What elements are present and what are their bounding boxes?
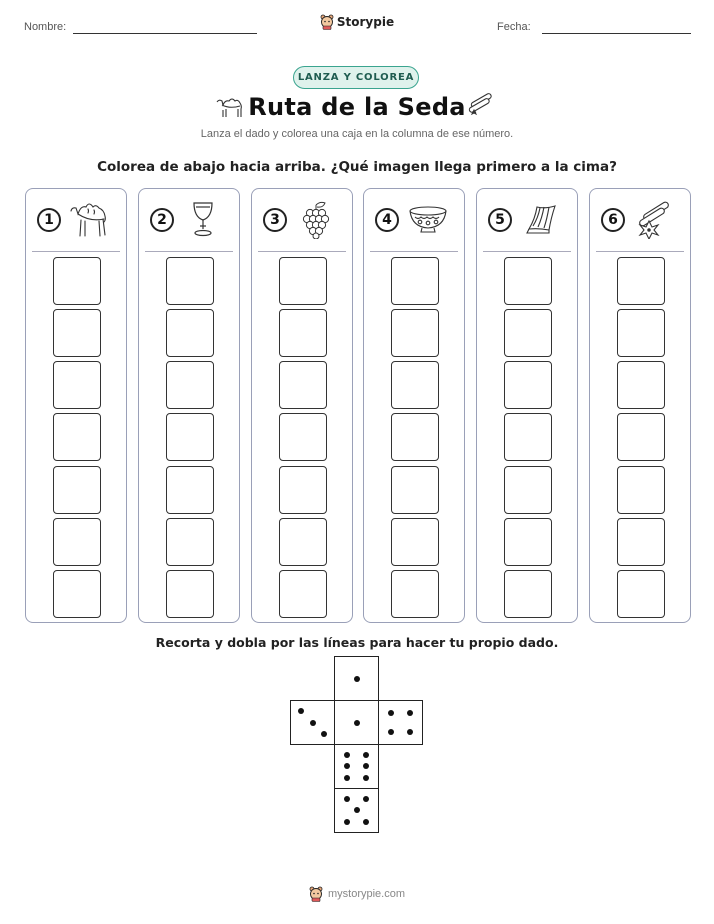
pip [344,796,350,802]
dice-face-3 [290,700,335,745]
column-5 [476,188,578,623]
color-box[interactable] [53,518,101,566]
pip [344,763,350,769]
pip [363,796,369,802]
color-box[interactable] [617,309,665,357]
pip [298,708,304,714]
pip [363,763,369,769]
color-box[interactable] [53,570,101,618]
color-box[interactable] [391,361,439,409]
color-box[interactable] [617,361,665,409]
pip [310,720,316,726]
pip [363,775,369,781]
pip [344,752,350,758]
activity-badge: LANZA Y COLOREA [293,66,419,89]
column-divider [370,251,458,252]
color-box[interactable] [279,570,327,618]
pip [407,729,413,735]
color-box[interactable] [504,466,552,514]
dice-face-4 [378,700,423,745]
color-box[interactable] [279,466,327,514]
column-1 [25,188,127,623]
dice-instruction: Recorta y dobla por las líneas para hacer tu propio dado. [155,635,559,650]
silk-cloth-icon [519,199,563,239]
column-number: 2 [150,208,174,232]
color-box[interactable] [617,570,665,618]
pip [321,731,327,737]
color-box[interactable] [391,413,439,461]
goblet-icon [181,199,225,239]
camel-icon [68,199,112,239]
color-box[interactable] [391,309,439,357]
color-box[interactable] [166,309,214,357]
color-box[interactable] [391,257,439,305]
pip [354,720,360,726]
porcelain-bowl-icon [406,199,450,239]
pip [388,710,394,716]
color-box[interactable] [166,413,214,461]
pip [407,710,413,716]
date-label: Fecha: [497,21,531,33]
cinnamon-star-anise-icon [632,199,676,239]
column-number: 6 [601,208,625,232]
storypie-mascot-icon [309,886,323,902]
color-box[interactable] [617,466,665,514]
dice-face-1b [334,700,379,745]
footer-url[interactable]: mystorypie.com [327,888,406,900]
color-box[interactable] [391,466,439,514]
color-box[interactable] [166,518,214,566]
column-number: 4 [375,208,399,232]
column-6 [589,188,691,623]
grapes-icon [294,199,338,239]
color-box[interactable] [279,361,327,409]
color-box[interactable] [279,413,327,461]
name-line[interactable] [73,33,257,34]
column-number: 1 [37,208,61,232]
column-number: 3 [263,208,287,232]
color-box[interactable] [391,570,439,618]
storypie-mascot-icon [320,14,334,30]
pip [344,819,350,825]
color-box[interactable] [504,570,552,618]
color-box[interactable] [166,361,214,409]
column-4 [363,188,465,623]
page-title: Ruta de la Seda [248,93,466,121]
color-box[interactable] [504,361,552,409]
color-box[interactable] [504,518,552,566]
color-box[interactable] [53,361,101,409]
color-box[interactable] [617,413,665,461]
column-divider [596,251,684,252]
color-box[interactable] [617,518,665,566]
color-box[interactable] [279,257,327,305]
color-box[interactable] [166,257,214,305]
column-divider [258,251,346,252]
column-divider [145,251,233,252]
color-box[interactable] [504,413,552,461]
date-line[interactable] [542,33,691,34]
subtitle: Lanza el dado y colorea una caja en la columna de ese número. [200,128,514,140]
cinnamon-icon [464,90,496,120]
name-label: Nombre: [24,21,67,33]
pip [363,819,369,825]
pip [344,775,350,781]
dice-face-5 [334,788,379,833]
color-box[interactable] [279,518,327,566]
column-number: 5 [488,208,512,232]
color-box[interactable] [166,570,214,618]
column-divider [32,251,120,252]
column-divider [483,251,571,252]
color-box[interactable] [166,466,214,514]
color-box[interactable] [53,466,101,514]
dice-face-1 [334,656,379,701]
pip [388,729,394,735]
color-box[interactable] [53,309,101,357]
color-box[interactable] [53,257,101,305]
color-box[interactable] [617,257,665,305]
pip [363,752,369,758]
color-box[interactable] [391,518,439,566]
brand-name: Storypie [336,15,395,29]
pip [354,676,360,682]
column-2 [138,188,240,623]
color-box[interactable] [279,309,327,357]
brand-logo [0,14,714,30]
footer [0,886,714,902]
color-box[interactable] [504,257,552,305]
pip [354,807,360,813]
color-box[interactable] [53,413,101,461]
color-box[interactable] [504,309,552,357]
instruction-heading: Colorea de abajo hacia arriba. ¿Qué imagen llega primero a la cima? [97,159,617,175]
dice-face-6 [334,744,379,789]
column-3 [251,188,353,623]
